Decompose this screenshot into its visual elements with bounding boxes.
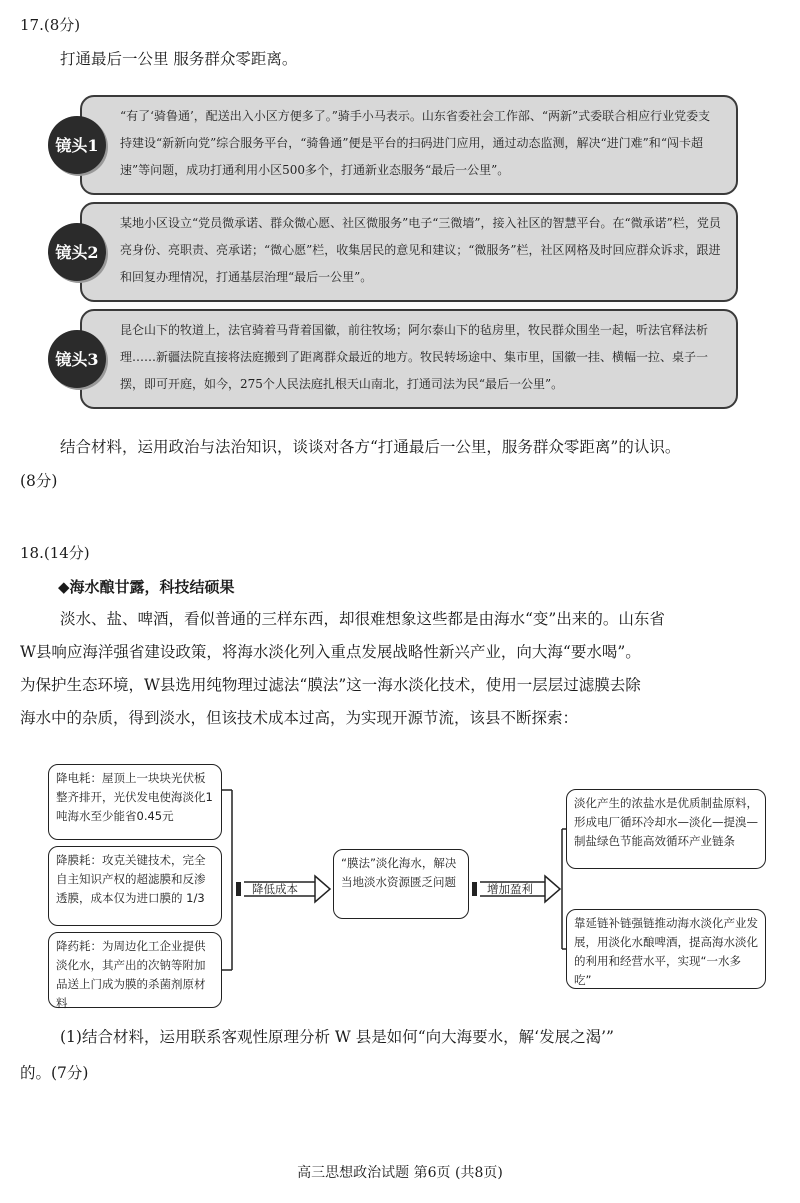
left-box-chemicals: 降药耗：为周边化工企业提供淡化水，其产出的次钠等附加品送上门成为膜的杀菌剂原材料 (48, 932, 222, 1008)
arrow-left-bar (236, 882, 241, 896)
scene-text-1: “有了‘骑鲁通’，配送出入小区方便多了。”骑手小马表示。山东省委社会工作部、“两新”式委联合相应行业党委支持建设“新新向党”综合服务平台，“骑鲁通”便是平台的扫码进门应用，通过动态监测，解决“进门难”和“闯卡超速”等问题，成功打通利用小区500多个，打通新业态服务“最后一公里”。 (120, 109, 711, 177)
scene-box-1 (55, 95, 738, 195)
material-line-3: 为保护生态环境，W县选用纯物理过滤法“膜法”这一海水淡化技术，使用一层层过滤膜去除 (20, 676, 641, 694)
material-line-2: W县响应海洋强省建设政策，将海水淡化列入重点发展战略性新兴产业，向大海“要水喝”。 (20, 643, 641, 661)
material-line-4: 海水中的杂质，得到淡水，但该技术成本过高，为实现开源节流，该县不断探索： (20, 709, 579, 727)
arrow-label-increase-profit: 增加盈利 (487, 882, 533, 896)
material-line-1: 淡水、盐、啤酒，看似普通的三样东西，却很难想象这些都是由海水“变”出来的。山东省 (60, 610, 665, 628)
left-box-membrane: 降膜耗：攻克关键技术，完全自主知识产权的超滤膜和反渗透膜，成本仅为进口膜的 1/3 (48, 846, 222, 926)
question-17-prompt: 结合材料，运用政治与法治知识，谈谈对各方“打通最后一公里，服务群众零距离”的认识。 (60, 438, 681, 456)
arrow-right-bar (472, 882, 477, 896)
page-footer: 高三思想政治试题 第6页 (共8页) (297, 1165, 503, 1181)
scene-boxes (55, 95, 738, 409)
left-box-electricity: 降电耗：屋顶上一块块光伏板整齐排开，光伏发电使海淡化1吨海水至少能省0.45元 (48, 764, 222, 840)
scene-badge-2: 镜头2 (48, 223, 106, 281)
scene-text-3: 昆仑山下的牧道上，法官骑着马背着国徽，前往牧场；阿尔泰山下的毡房里，牧民群众围坐一起，听法官释法析理……新疆法院直接将法庭搬到了距离群众最近的地方。牧民转场途中、集市里，国徽一挂、横幅一拉、桌子一摆，即可开庭，如今，275个人民法庭扎根天山南北，打通司法为民“最后一公里”。 (120, 323, 709, 391)
arrow-label-reduce-cost: 降低成本 (252, 882, 298, 896)
scene-box-2 (55, 202, 738, 302)
question-17-points: (8分) (20, 472, 58, 490)
question-18-number: 18.(14分) (20, 544, 90, 562)
sub-question-1-line-1: (1)结合材料，运用联系客观性原理分析 W 县是如何“向大海要水，解‘发展之渴’” (60, 1028, 614, 1046)
scene-text-2: 某地小区设立“党员微承诺、群众微心愿、社区微服务”电子“三微墙”，接入社区的智慧平台。在“微承诺”栏，党员亮身份、亮职责、亮承诺；“微心愿”栏，收集居民的意见和建议；“微服务”栏，社区网格及时回应群众诉求，跟进和回复办理情况，打通基层治理“最后一公里”。 (120, 216, 721, 284)
question-17-slogan: 打通最后一公里 服务群众零距离。 (60, 50, 298, 68)
question-17-number: 17.(8分) (20, 16, 81, 34)
scene-badge-3: 镜头3 (48, 330, 106, 388)
question-18-heading: ◆海水酿甘露，科技结硕果 (58, 578, 235, 596)
arrow-left-head (315, 876, 330, 902)
arrow-right-head (545, 876, 560, 902)
center-box-membrane-method: “膜法”淡化海水，解决当地淡水资源匮乏问题 (333, 849, 469, 919)
scene-badge-1: 镜头1 (48, 116, 106, 174)
scene-box-3 (55, 309, 738, 409)
right-box-industry-chain: 靠延链补链强链推动海水淡化产业发展，用淡化水酿啤酒，提高海水淡化的利用和经营水平，实现“一水多吃” (566, 909, 766, 989)
sub-question-1-line-2: 的。(7分) (20, 1064, 89, 1082)
right-box-brine: 淡化产生的浓盐水是优质制盐原料，形成电厂循环冷却水—淡化—提溴—制盐绿色节能高效循环产业链条 (566, 789, 766, 869)
